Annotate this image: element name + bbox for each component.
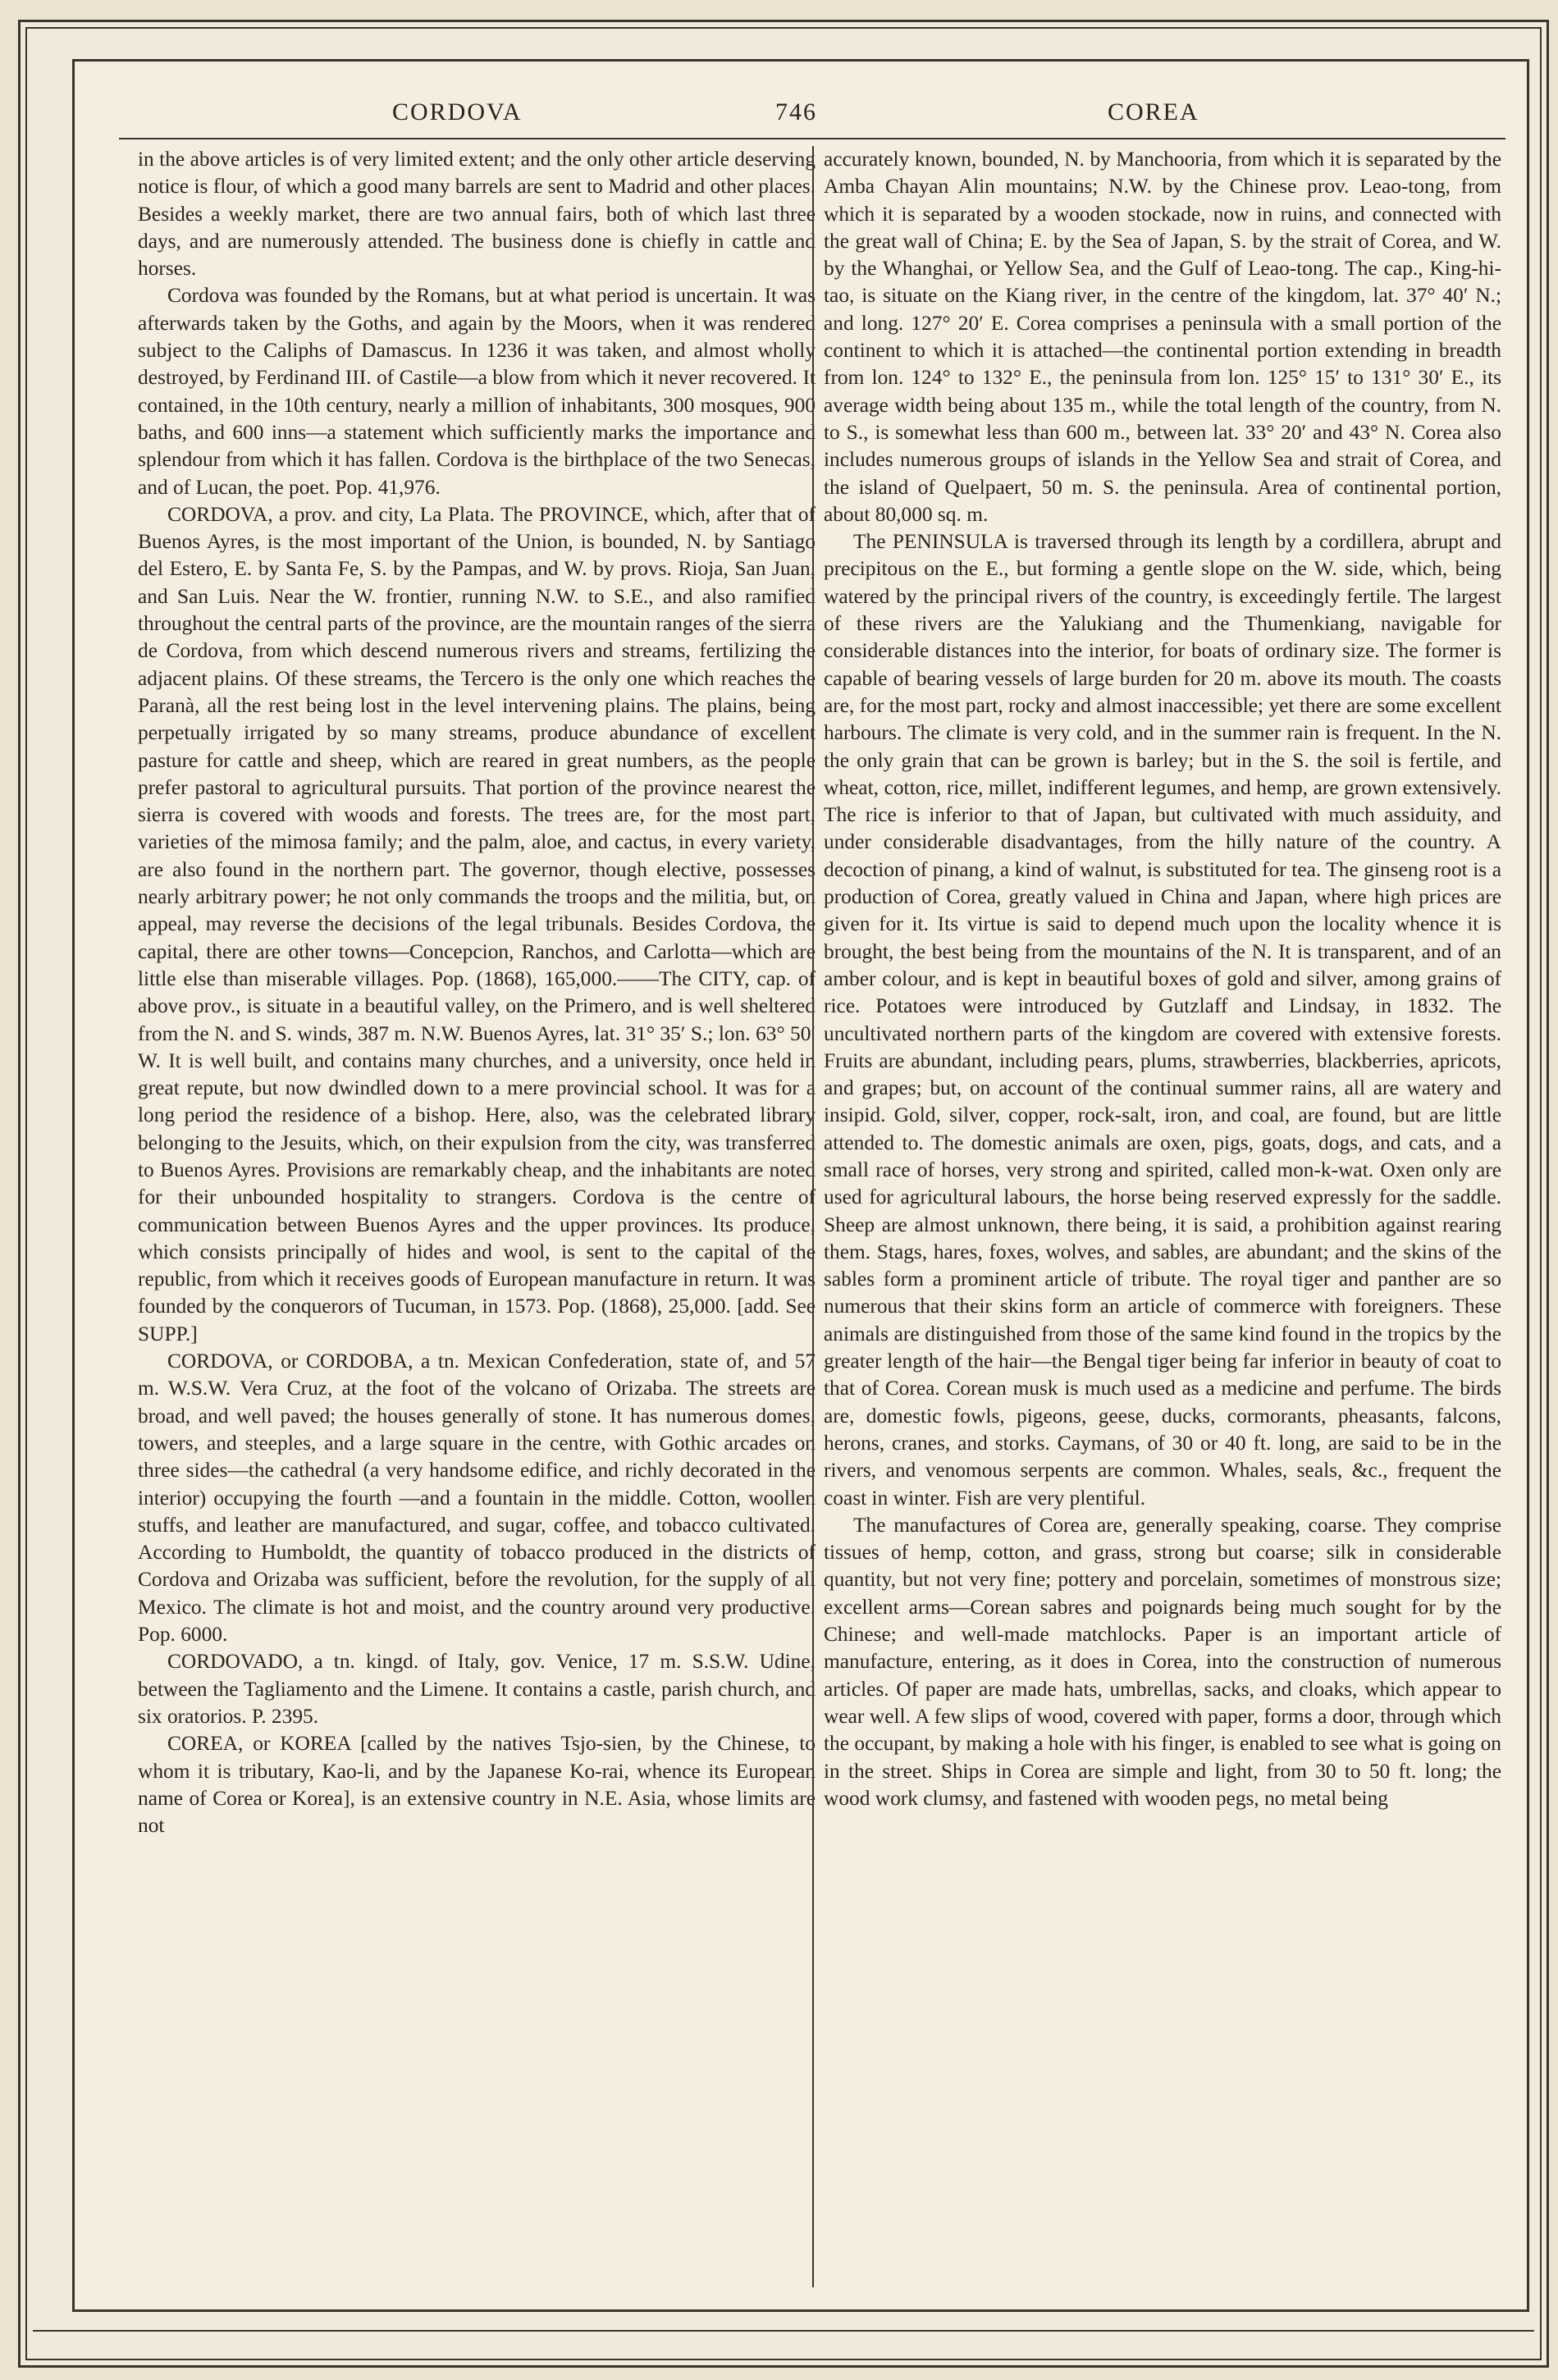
right-paragraph-peninsula: The PENINSULA is traversed through its length by a cordillera, abrupt and precipitous on the E., but forming a gentle slope on the W. side, which, being watered by the principal rivers of the country, is exceedingly fertile. The largest of these rivers are the Yalukiang and the Thumenkiang, navigable for considerable distances into the interior, for boats of ordinary size. The former is capable of bearing vessels of large burden for 20 m. above its mouth. The coasts are, for the most part, rocky and almost inaccessible; yet there are some excellent harbours. The climate is very cold, and in the summer rain is frequent. In the N. the only grain that can be grown is barley; but in the S. the soil is fertile, and wheat, cotton, rice, millet, indifferent legumes, and hemp, are grown extensively. The rice is inferior to that of Japan, but cultivated with much assiduity, and under considerable disadvantages, from the hilly nature of the country. A decoction of pinang, a kind of walnut, is substituted for tea. The ginseng root is a production of Corea, greatly valued in China and Japan, where high prices are given for it. Its virtue is said to depend much upon the locality whence it is brought, the best being from the mountains of the N. It is transparent, and of an amber colour, and is kept in beautiful boxes of gold and silver, among grains of rice. Potatoes were introduced by Gutzlaff and Lindsay, in 1832. The uncultivated northern parts of the kingdom are covered with extensive forests. Fruits are abundant, including pears, plums, strawberries, blackberries, apricots, and grapes; but, on account of the continual summer rains, all are watery and insipid. Gold, silver, copper, rock-salt, iron, and coal, are found, but are little attended to. The domestic animals are oxen, pigs, goats, dogs, and cats, and a small race of horses, very strong and spirited, called mon-k-wat. Oxen only are used for agricultural labours, the horse being reserved expressly for the saddle. Sheep are almost unknown, there being, it is said, a prohibition against rearing them. Stags, hares, foxes, wolves, and sables, are abundant; and the skins of the sables form a prominent article of tribute. The royal tiger and panther are so numerous that their skins form an article of commerce with foreigners. These animals are distinguished from those of the same kind found in the tropics by the greater length of the hair—the Bengal tiger being far inferior in beauty of coat to that of Corea. Corean musk is much used as a medicine and perfume. The birds are, domestic fowls, pigeons, geese, ducks, cormorants, pheasants, falcons, herons, cranes, and storks. Caymans, of 30 or 40 ft. long, are said to be in the rivers, and venomous serpents are common. Whales, seals, &c., frequent the coast in winter. Fish are very plentiful. (824, 530, 1501, 1510)
page-number: 746 (775, 98, 817, 126)
right-paragraph-manufactures: The manufactures of Corea are, generally speaking, coarse. They comprise tissues of hemp, cotton, and grass, strong but coarse; silk in considerable quantity, but not very fine; pottery and porcelain, sometimes of monstrous size; excellent arms—Corean sabres and poignards being much sought for by the Chinese; and well-made matchlocks. Paper is an important article of manufacture, entering, as it does in Corea, into the construction of numerous articles. Of paper are made hats, umbrellas, sacks, and cloaks, which appear to wear well. A few slips of wood, covered with paper, forms a door, through which the occupant, by making a hole with his finger, is enabled to see what is going on in the street. Ships in Corea are simple and light, from 30 to 50 ft. long; the wood work clumsy, and fastened with wooden pegs, no metal being (824, 1513, 1501, 1810)
entry-cordovado: CORDOVADO, a tn. kingd. of Italy, gov. Venice, 17 m. S.S.W. Udine, between the Tagliamento and the Limene. It contains a castle, parish church, and six oratorios. P. 2395. (138, 1650, 816, 1728)
entry-cordova-la-plata: CORDOVA, a prov. and city, La Plata. The PROVINCE, which, after that of Buenos Ayres, is the most important of the Union, is bounded, N. by Santiago del Estero, E. by Santa Fe, S. by the Pampas, and W. by provs. Rioja, San Juan, and San Luis. Near the W. frontier, running N.W. to S.E., and also ramified throughout the central parts of the province, are the mountain ranges of the sierra de Cordova, from which descend numerous rivers and streams, fertilizing the adjacent plains. Of these streams, the Tercero is the only one which reaches the Paranà, all the rest being lost in the level intervening plains. The plains, being perpetually irrigated by so many streams, produce abundance of excellent pasture for cattle and sheep, which are reared in great numbers, as the people prefer pastoral to agricultural pursuits. That portion of the province nearest the sierra is covered with woods and forests. The trees are, for the most part, varieties of the mimosa family; and the palm, aloe, and cactus, in every variety, are also found in the northern part. The governor, though elective, possesses nearly arbitrary power; he not only commands the troops and the militia, but, on appeal, may reverse the decisions of the legal tribunals. Besides Cordova, the capital, there are other towns—Concepcion, Ranchos, and Carlotta—which are little else than miserable villages. Pop. (1868), 165,000.——The CITY, cap. of above prov., is situate in a beautiful valley, on the Primero, and is well sheltered from the N. and S. winds, 387 m. N.W. Buenos Ayres, lat. 31° 35′ S.; lon. 63° 50′ W. It is well built, and contains many churches, and a university, once held in great repute, but now dwindled down to a mere provincial school. It was for a long period the residence of a bishop. Here, also, was the celebrated library belonging to the Jesuits, which, on their expulsion from the city, was transferred to Buenos Ayres. Provisions are remarkably cheap, and the inhabitants are noted for their unbounded hospitality to strangers. Cordova is the centre of communication between Buenos Ayres and the upper provinces. Its produce, which consists principally of hides and wool, is sent to the capital of the republic, from which it receives goods of European manufacture in return. It was founded by the conquerors of Tucuman, in 1573. Pop. (1868), 25,000. [add. See SUPP.] (138, 502, 816, 1345)
header-right-title: COREA (1108, 98, 1199, 126)
entry-corea: COREA, or KOREA [called by the natives Tsjo-sien, by the Chinese, to whom it is tributary, Kao-li, and by the Japanese Ko-rai, whence its European name of Corea or Korea], is an extensive country in N.E. Asia, whose limits are not (138, 1732, 816, 1838)
bottom-rule (33, 2330, 1534, 2332)
right-column (824, 146, 1501, 2295)
header-left-title: CORDOVA (392, 98, 523, 126)
header-rule (119, 138, 1505, 139)
left-paragraph-2: Cordova was founded by the Romans, but at what period is uncertain. It was afterwards taken by the Goths, and again by the Moors, when it was rendered subject to the Caliphs of Damascus. In 1236 it was taken, and almost wholly destroyed, by Ferdinand III. of Castile—a blow from which it never recovered. It contained, in the 10th century, nearly a million of inhabitants, 300 mosques, 900 baths, and 600 inns—a statement which sufficiently marks the importance and splendour from which it has fallen. Cordova is the birthplace of the two Senecas, and of Lucan, the poet. Pop. 41,976. (138, 284, 816, 499)
running-header (74, 90, 1522, 139)
left-paragraph-1: in the above articles is of very limited extent; and the only other article deserving notice is flour, of which a good many barrels are sent to Madrid and other places. Besides a weekly market, there are two annual fairs, both of which last three days, and are numerously attended. The business done is chiefly in cattle and horses. (138, 148, 816, 281)
entry-cordova-mexico: CORDOVA, or CORDOBA, a tn. Mexican Confederation, state of, and 57 m. W.S.W. Vera Cruz, at the foot of the volcano of Orizaba. The streets are broad, and well paved; the houses generally of stone. It has numerous domes, towers, and steeples, and a large square in the centre, with Gothic arcades on three sides—the cathedral (a very handsome edifice, and richly decorated in the interior) occupying the fourth —and a fountain in the middle. Cotton, woollen stuffs, and leather are manufactured, and sugar, coffee, and tobacco cultivated. According to Humboldt, the quantity of tobacco produced in the districts of Cordova and Orizaba was sufficient, before the revolution, for the supply of all Mexico. The climate is hot and moist, and the country around very productive. Pop. 6000. (138, 1350, 816, 1647)
left-column (138, 146, 816, 2295)
column-divider (812, 146, 814, 2287)
right-paragraph-1: accurately known, bounded, N. by Manchooria, from which it is separated by the Amba Chayan Alin mountains; N.W. by the Chinese prov. Leao-tong, from which it is separated by a wooden stockade, now in ruins, and connected with the great wall of China; E. by the Sea of Japan, S. by the strait of Corea, and W. by the Whanghai, or Yellow Sea, and the Gulf of Leao-tong. The cap., King-hi-tao, is situate on the Kiang river, in the centre of the kingdom, lat. 37° 40′ N.; and long. 127° 20′ E. Corea comprises a peninsula with a small portion of the continent to which it is attached—the continental portion extending in breadth from lon. 124° to 132° E., the peninsula from lon. 125° 15′ to 131° 30′ E., its average width being about 135 m., while the total length of the country, from N. to S., is somewhat less than 600 m., between lat. 33° 20′ and 43° N. Corea also includes numerous groups of islands in the Yellow Sea and strait of Corea, and the island of Quelpaert, 50 m. S. the peninsula. Area of continental portion, about 80,000 sq. m. (824, 148, 1501, 526)
